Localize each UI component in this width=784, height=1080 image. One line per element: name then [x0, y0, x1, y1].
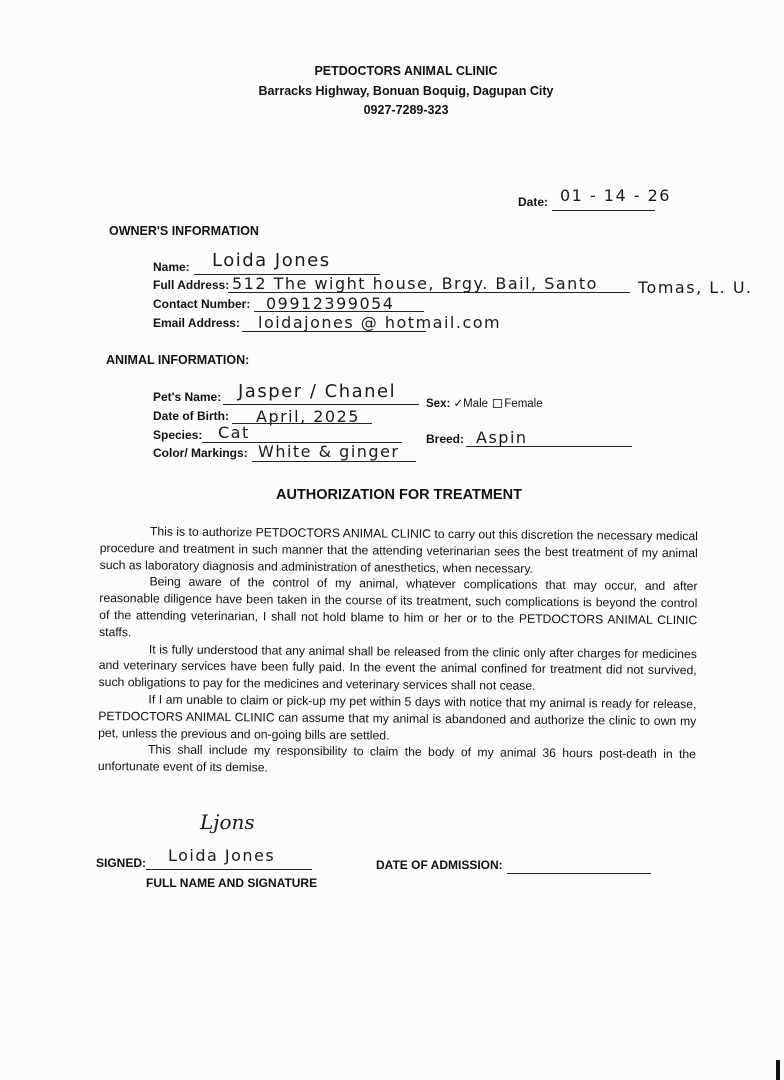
sex-check-mark-icon[interactable]: ✓ — [453, 398, 464, 410]
sex-option-female: Female — [504, 398, 543, 410]
clinic-phone: 0927-7289-323 — [363, 103, 449, 117]
owner-address-label: Full Address: — [153, 278, 230, 292]
pet-name-label: Pet's Name: — [153, 390, 222, 404]
sex-option-male: Male — [463, 398, 489, 410]
authorization-body — [98, 523, 698, 780]
clinic-address: Barracks Highway, Bonuan Boquig, Dagupan City — [258, 84, 554, 98]
dob-label: Date of Birth: — [153, 409, 229, 423]
signature-printed-name[interactable]: Loida Jones — [168, 846, 276, 865]
pet-name-field[interactable]: Jasper / Chanel — [238, 381, 397, 402]
owner-name-label: Name: — [153, 260, 190, 274]
owner-contact-label: Contact Number: — [153, 297, 251, 311]
signed-label: SIGNED: — [96, 856, 147, 870]
dob-field[interactable]: April, 2025 — [256, 407, 360, 426]
animal-section-heading: ANIMAL INFORMATION: — [106, 353, 250, 367]
date-label: Date: — [518, 195, 549, 209]
owner-address-field[interactable]: 512 The wight house, Brgy. Bail, Santo — [232, 274, 598, 293]
signature-underline — [146, 869, 312, 870]
scan-edge-mark — [776, 1060, 780, 1080]
owner-email-label: Email Address: — [153, 316, 240, 330]
breed-field[interactable]: Aspin — [476, 428, 528, 447]
authorization-paragraph: This shall include my responsibility to claim the body of my animal 36 hours post-death in the unfortunate event of its demise. — [97, 742, 697, 775]
authorization-paragraph: Being aware of the control of my animal, whatever complications that may occur, and after reasonable diligence have been taken in the course of its treatment, such complications is beyond the control of the attending veterinarian, I shall not hold blame to him or her or to the PETDOCTORS ANIMAL CLINIC staffs. — [98, 574, 698, 640]
owner-address-overflow: Tomas, L. U. — [638, 278, 753, 297]
color-label: Color/ Markings: — [153, 446, 248, 460]
species-field[interactable]: Cat — [218, 423, 250, 442]
authorization-title: AUTHORIZATION FOR TREATMENT — [276, 487, 522, 503]
breed-label: Breed: — [426, 432, 465, 446]
authorization-paragraph: If I am unable to claim or pick-up my pet within 5 days with notice that my animal is ready for release, PETDOCTORS ANIMAL CLINIC can assume that my animal is abandoned and authorize the clinic to own my pet, unless the previous and on-going bills are settled. — [98, 692, 697, 743]
clinic-name: PETDOCTORS ANIMAL CLINIC — [314, 64, 498, 78]
date-field[interactable]: 01 - 14 - 26 — [560, 186, 671, 205]
pet-name-underline — [223, 404, 419, 405]
owner-contact-field[interactable]: 09912399054 — [266, 294, 395, 313]
date-underline — [552, 210, 655, 211]
sex-label: Sex: — [426, 398, 451, 410]
authorization-paragraph: This is to authorize PETDOCTORS ANIMAL CLINIC to carry out this discretion the necessary medical procedure and treatment in such manner that the attending veterinarian sees the best treatment of my animal such as laboratory diagnosis and administration of anesthetics, when necessary. — [99, 524, 698, 576]
signature-caption: FULL NAME AND SIGNATURE — [146, 876, 318, 890]
owner-section-heading: OWNER'S INFORMATION — [109, 224, 259, 238]
sex-female-checkbox[interactable] — [493, 399, 502, 408]
color-underline — [252, 461, 416, 462]
signature-mark: Ljons — [200, 810, 255, 834]
owner-name-field[interactable]: Loida Jones — [212, 250, 331, 271]
authorization-paragraph: It is fully understood that any animal shall be released from the clinic only after charges for medicines and veterinary services have been fully paid. In the event the animal confined for treatment did not survived, such obligations to pay for the medicines and veterinary services shall not cease. — [98, 642, 697, 693]
owner-email-field[interactable]: loidajones @ hotmail.com — [258, 313, 502, 332]
admission-date-field[interactable] — [507, 873, 651, 874]
sex-field — [426, 396, 543, 410]
color-field[interactable]: White & ginger — [258, 442, 400, 461]
admission-label: DATE OF ADMISSION: — [376, 858, 503, 872]
species-label: Species: — [153, 428, 203, 442]
